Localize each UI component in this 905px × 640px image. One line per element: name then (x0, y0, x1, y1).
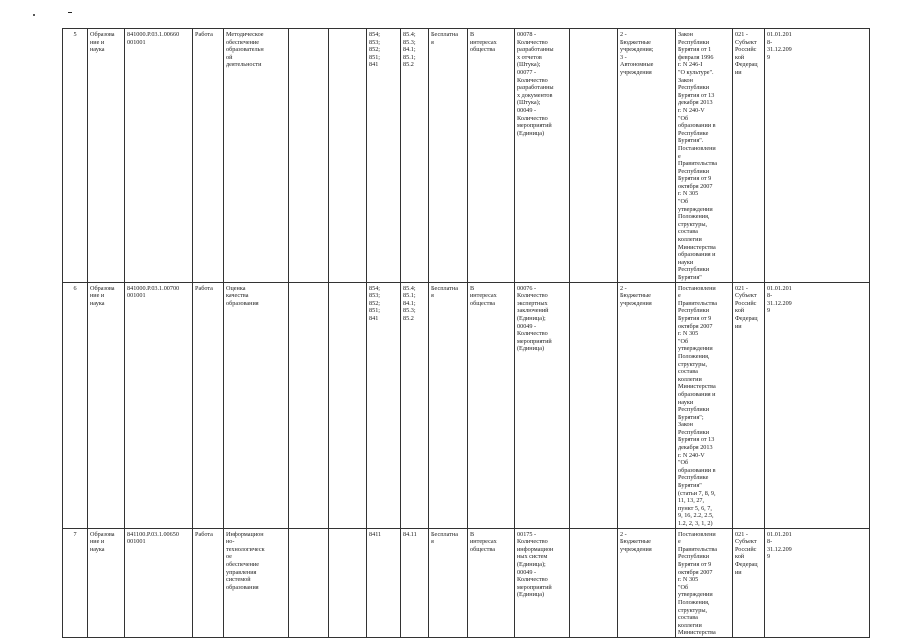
legal-basis: Закон Республики Бурятия от 1 февраля 1996 г. N 246-I "О культуре". Закон Республики Бурятия от 13 декабря 2013 г. N 240-V "Об образовании в Республике Бурятия". Постановлени е Правительства Республики Бурятия от 9 октября 2007 г. N 305 "Об утверждении Положения, структуры, состава коллегии Министерства образования и науки Республики Бурятия" (676, 29, 733, 283)
row-number: 5 (63, 29, 88, 283)
empty-cell (570, 282, 618, 528)
activity-area: Образова ние и наука (88, 528, 125, 637)
table-row (63, 282, 870, 528)
payment-type: Бесплатна я (429, 282, 468, 528)
registry-code: 841100.Р.03.1.00650 001001 (125, 528, 193, 637)
service-type: Работа (193, 528, 224, 637)
service-name: Методическое обеспечение образовательн ой деятельности (224, 29, 289, 283)
service-type: Работа (193, 29, 224, 283)
service-name: Информацион но- технологическ ое обеспечение управления системой образования (224, 528, 289, 637)
scan-dash-mark (68, 12, 72, 13)
volume-indicators: 00078 - Количество разработанны х отчетов (Штука); 00077 - Количество разработанны х документов (Штука); 00049 - Количество мероприятий (Единица) (515, 29, 570, 283)
okved-codes-detailed: 84.11 (401, 528, 429, 637)
consumer-category: В интересах общества (468, 282, 515, 528)
empty-cell (289, 528, 329, 637)
authority-level: 021 - Субъект Российс кой Федерац ии (733, 29, 765, 283)
consumer-category: В интересах общества (468, 528, 515, 637)
validity-period: 01.01.201 8- 31.12.209 9 (765, 528, 870, 637)
empty-cell (289, 29, 329, 283)
validity-period: 01.01.201 8- 31.12.209 9 (765, 282, 870, 528)
authority-level: 021 - Субъект Российс кой Федерац ии (733, 282, 765, 528)
okved-codes-detailed: 85.4; 85.3; 84.1; 85.1; 85.2 (401, 29, 429, 283)
okved-codes-detailed: 85.4; 85.1; 84.1; 85.3; 85.2 (401, 282, 429, 528)
empty-cell (329, 29, 367, 283)
registry-code: 841000.Р.03.1.00700 001001 (125, 282, 193, 528)
empty-cell (289, 282, 329, 528)
okved-codes: 854; 853; 852; 851; 841 (367, 29, 401, 283)
activity-area: Образова ние и наука (88, 29, 125, 283)
authority-level: 021 - Субъект Российс кой Федерац ии (733, 528, 765, 637)
services-register-table (62, 28, 870, 638)
table-row (63, 528, 870, 637)
row-number: 7 (63, 528, 88, 637)
volume-indicators: 00076 - Количество экспертных заключений (Единица); 00049 - Количество мероприятий (Единица) (515, 282, 570, 528)
registry-code: 841000.Р.03.1.00660 001001 (125, 29, 193, 283)
okved-codes: 8411 (367, 528, 401, 637)
payment-type: Бесплатна я (429, 528, 468, 637)
legal-basis: Постановлени е Правительства Республики Бурятия от 9 октября 2007 г. N 305 "Об утверждении Положения, структуры, состава коллегии Министерства (676, 528, 733, 637)
empty-cell (329, 282, 367, 528)
table-row (63, 29, 870, 283)
validity-period: 01.01.201 8- 31.12.209 9 (765, 29, 870, 283)
empty-cell (570, 528, 618, 637)
volume-indicators: 00175 - Количество информацион ных систем (Единица); 00049 - Количество мероприятий (Единица) (515, 528, 570, 637)
service-name: Оценка качества образования (224, 282, 289, 528)
institution-types: 2 - Бюджетные учреждения (618, 528, 676, 637)
service-type: Работа (193, 282, 224, 528)
consumer-category: В интересах общества (468, 29, 515, 283)
legal-basis: Постановлени е Правительства Республики Бурятия от 9 октября 2007 г. N 305 "Об утверждении Положения, структуры, состава коллегии Министерства образования и науки Республики Бурятия"; Закон Республики Бурятия от 13 декабря 2013 г. N 240-V "Об образовании в Республике Бурятия" (статьи 7, 8, 9, 11, 13, 27, пункт 5, 6, 7, 9, 16, 2.2, 2.5, 1.2, 2, 3, 1, 2) (676, 282, 733, 528)
institution-types: 2 - Бюджетные учреждения (618, 282, 676, 528)
scan-dot-mark (33, 14, 35, 16)
payment-type: Бесплатна я (429, 29, 468, 283)
activity-area: Образова ние и наука (88, 282, 125, 528)
okved-codes: 854; 853; 852; 851; 841 (367, 282, 401, 528)
institution-types: 2 - Бюджетные учреждения; 3 - Автономные учреждения (618, 29, 676, 283)
row-number: 6 (63, 282, 88, 528)
empty-cell (329, 528, 367, 637)
empty-cell (570, 29, 618, 283)
